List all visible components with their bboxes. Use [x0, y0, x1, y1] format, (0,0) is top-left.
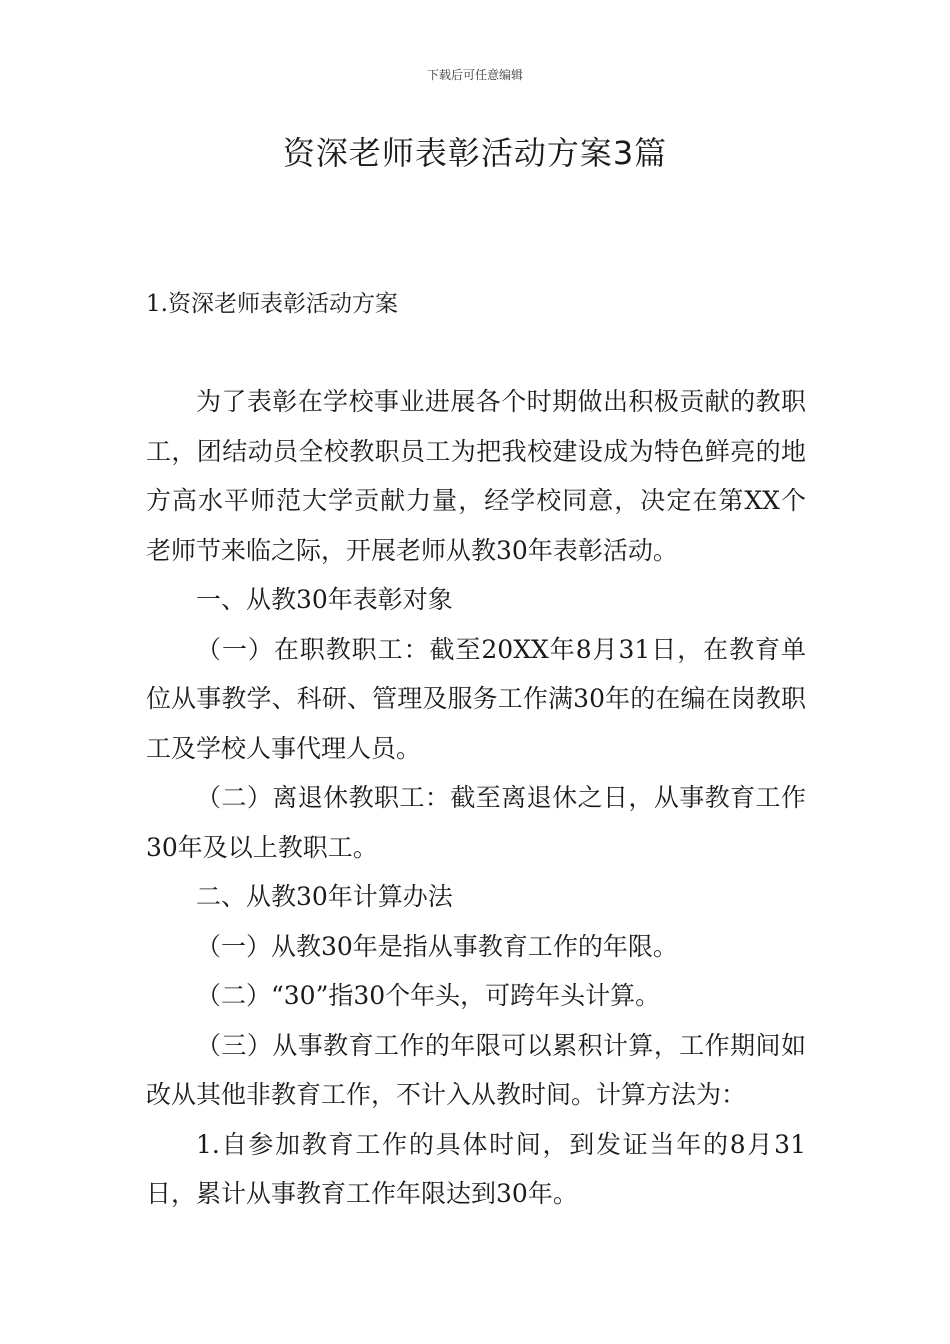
paragraph-item: （二）离退休教职工：截至离退休之日，从事教育工作30年及以上教职工。 [146, 783, 806, 862]
header-note: 下载后可任意编辑 [426, 68, 523, 82]
document-body [146, 377, 806, 1219]
paragraph-intro: 为了表彰在学校事业进展各个时期做出积极贡献的教职工，团结动员全校教职员工为把我校建设成为特色鲜亮的地方高水平师范大学贡献力量，经学校同意，决定在第XX个老师节来临之际，开展老师从教30年表彰活动。 [146, 387, 806, 565]
document-title: 资深老师表彰活动方案3篇 [282, 134, 668, 172]
paragraph-item: （一）从教30年是指从事教育工作的年限。 [196, 931, 678, 961]
paragraph-heading-2: 二、从教30年计算办法 [196, 882, 453, 911]
paragraph-item: 1.自参加教育工作的具体时间，到发证当年的8月31日，累计从事教育工作年限达到30年。 [146, 1129, 806, 1208]
paragraph-item: （三）从事教育工作的年限可以累积计算，工作期间如改从其他非教育工作，不计入从教时间。计算方法为： [146, 1030, 806, 1109]
paragraph-heading-1: 一、从教30年表彰对象 [196, 585, 453, 614]
section-heading: 1.资深老师表彰活动方案 [146, 291, 398, 317]
paragraph-item: （二）“30”指30个年头，可跨年头计算。 [196, 981, 661, 1010]
paragraph-item: （一）在职教职工：截至20XX年8月31日，在教育单位从事教学、科研、管理及服务工作满30年的在编在岗教职工及学校人事代理人员。 [146, 634, 806, 763]
